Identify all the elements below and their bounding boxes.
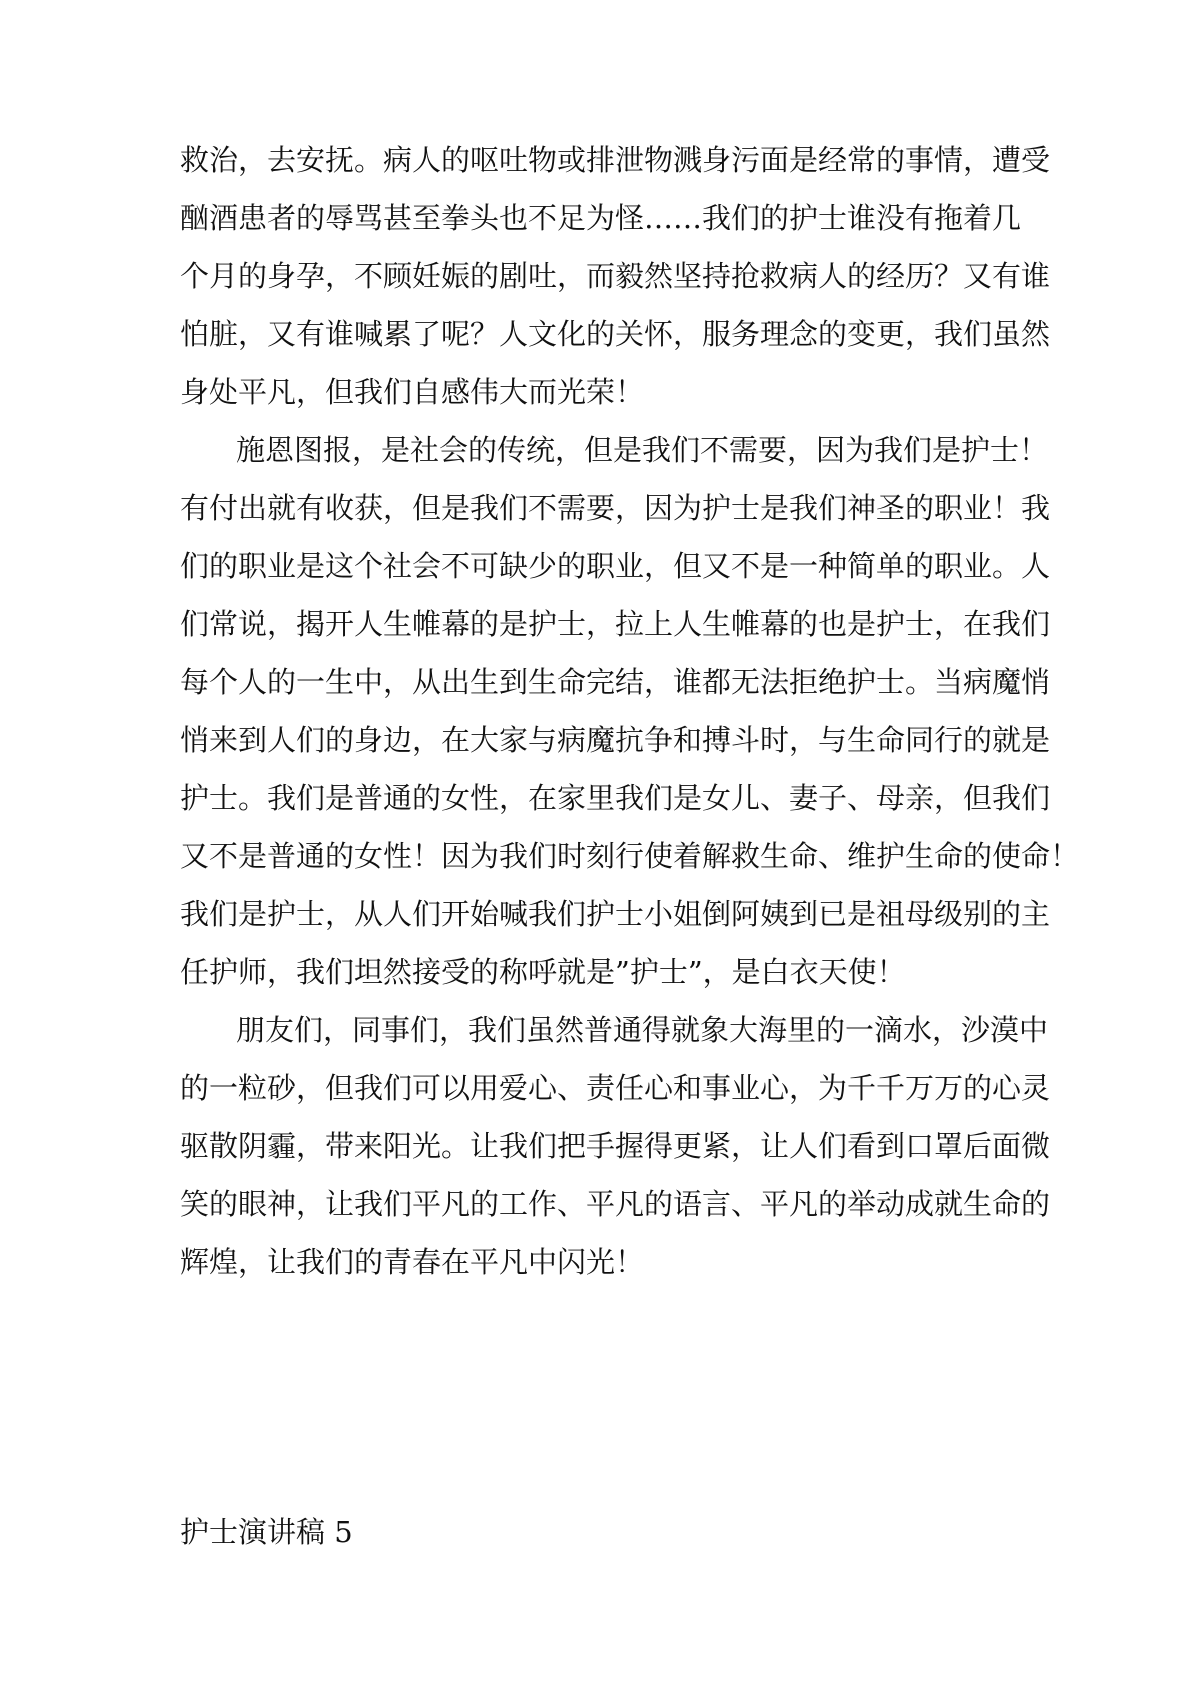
paragraph-line: 救治，去安抚。病人的呕吐物或排泄物溅身污面是经常的事情，遭受 [180,143,1051,177]
paragraph-line: 我们是护士，从人们开始喊我们护士小姐倒阿姨到已是祖母级别的主 [180,897,1051,931]
paragraph-line: 们常说，揭开人生帷幕的是护士，拉上人生帷幕的也是护士，在我们 [180,607,1051,641]
paragraph-line: 每个人的一生中，从出生到生命完结，谁都无法拒绝护士。当病魔悄 [180,665,1051,699]
paragraph-line: 笑的眼神，让我们平凡的工作、平凡的语言、平凡的举动成就生命的 [180,1187,1051,1221]
paragraph-line: 朋友们，同事们，我们虽然普通得就象大海里的一滴水，沙漠中 [236,1013,1049,1047]
paragraph-line: 怕脏，又有谁喊累了呢？人文化的关怀，服务理念的变更，我们虽然 [180,317,1051,351]
paragraph-line: 个月的身孕，不顾妊娠的剧吐，而毅然坚持抢救病人的经历？又有谁 [180,259,1051,293]
paragraph-line: 有付出就有收获，但是我们不需要，因为护士是我们神圣的职业！我 [180,491,1051,525]
paragraph-line: 辉煌，让我们的青春在平凡中闪光！ [180,1245,645,1279]
paragraph-line: 又不是普通的女性！因为我们时刻行使着解救生命、维护生命的使命！ [180,839,1080,873]
paragraph-line: 任护师，我们坦然接受的称呼就是”护士”，是白衣天使！ [180,955,906,989]
paragraph-line: 们的职业是这个社会不可缺少的职业，但又不是一种简单的职业。人 [180,549,1051,583]
paragraph-line: 身处平凡，但我们自感伟大而光荣！ [180,375,645,409]
section-heading: 护士演讲稿 5 [180,1515,353,1549]
paragraph-line: 护士。我们是普通的女性，在家里我们是女儿、妻子、母亲，但我们 [180,781,1051,815]
paragraph-line: 的一粒砂，但我们可以用爱心、责任心和事业心，为千千万万的心灵 [180,1071,1051,1105]
paragraph-line: 驱散阴霾，带来阳光。让我们把手握得更紧，让人们看到口罩后面微 [180,1129,1051,1163]
paragraph-line: 施恩图报，是社会的传统，但是我们不需要，因为我们是护士！ [236,433,1049,467]
paragraph-line: 悄来到人们的身边，在大家与病魔抗争和搏斗时，与生命同行的就是 [180,723,1051,757]
paragraph-line: 酗酒患者的辱骂甚至拳头也不足为怪……我们的护士谁没有拖着几 [180,201,1022,235]
